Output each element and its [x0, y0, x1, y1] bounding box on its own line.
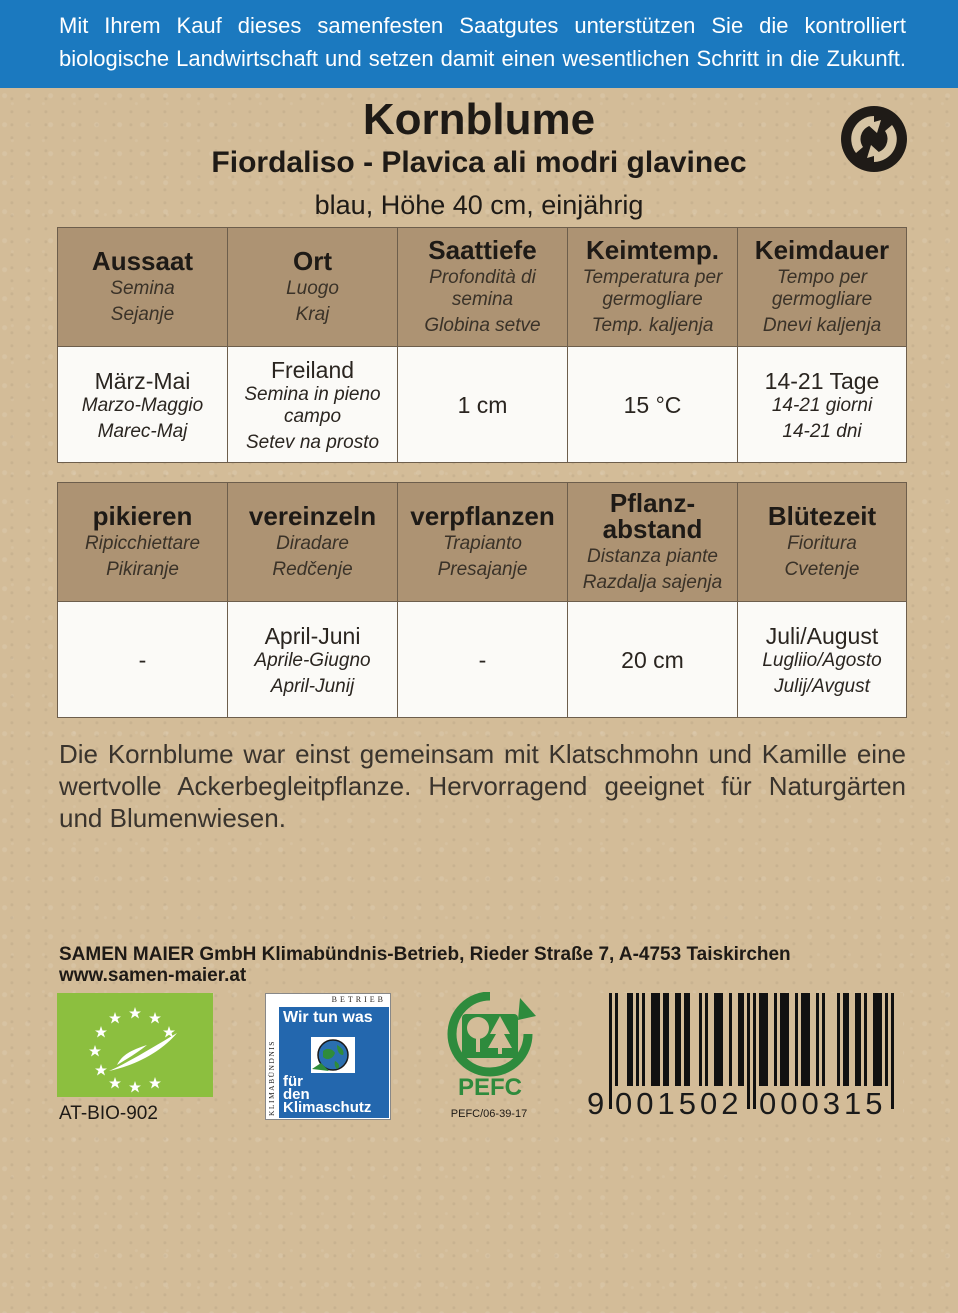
value-label: - [138, 646, 147, 673]
header-label-it: Temperatura per germogliare [582, 267, 723, 310]
header-label-sl: Dnevi kaljenja [762, 315, 882, 336]
eu-organic-leaf-icon [57, 993, 213, 1097]
barcode-bar [657, 993, 660, 1087]
barcode-bar [687, 993, 690, 1087]
barcode-digits [585, 1086, 903, 1122]
value-vereinzeln [228, 602, 398, 718]
product-subtitle: Fiordaliso - Plavica ali modri glavinec [211, 146, 747, 179]
klimabuendnis-topband: BETRIEB [331, 995, 386, 1004]
value-label: 14-21 Tage [764, 367, 880, 394]
barcode-bar [864, 993, 867, 1087]
value-label-sl: Setev na prosto [245, 431, 380, 453]
value-pflanzabstand [568, 602, 738, 718]
barcode-bar [678, 993, 681, 1087]
klimabuendnis-bottom [283, 1075, 371, 1114]
barcode-bar [741, 993, 744, 1087]
value-label: 20 cm [621, 646, 684, 673]
klimabuendnis-panel [279, 1007, 389, 1118]
header-label-it: Profondità di semina [429, 267, 536, 310]
barcode-bar [705, 993, 708, 1087]
header-label-sl: Razdalja sajenja [582, 572, 723, 593]
table-value-row [58, 602, 907, 718]
barcode-bar [738, 993, 741, 1087]
header-label-sl: Pikiranje [106, 559, 179, 580]
klimabuendnis-line2: für [283, 1073, 303, 1090]
pefc-name: PEFC [457, 1074, 523, 1101]
value-keimtemp [568, 347, 738, 463]
value-label-it: 14-21 giorni [771, 394, 873, 416]
header-label: pikieren [92, 501, 193, 531]
company-website: www.samen-maier.at [59, 965, 247, 986]
header-aussaat [58, 228, 228, 347]
barcode-bar [684, 993, 687, 1087]
value-label: Freiland [270, 356, 355, 383]
barcode-bar [675, 993, 678, 1087]
value-label-sl: April-Junij [270, 675, 355, 697]
value-ort [228, 347, 398, 463]
header-vereinzeln [228, 483, 398, 602]
barcode-bar [801, 993, 804, 1087]
header-verpflanzen [398, 483, 568, 602]
header-label-it: Fioritura [787, 533, 857, 554]
barcode-bar [636, 993, 639, 1087]
barcode-bar [873, 993, 876, 1087]
header-bluetezeit [738, 483, 907, 602]
barcode-bar [780, 993, 783, 1087]
value-aussaat [58, 347, 228, 463]
table-header-row [58, 228, 907, 347]
barcode-bar [876, 993, 879, 1087]
barcode-bar [714, 993, 717, 1087]
table-header-row [58, 483, 907, 602]
value-saattiefe [398, 347, 568, 463]
header-label: Pflanz-abstand [602, 488, 703, 544]
header-keimdauer [738, 228, 907, 347]
barcode-first-digit: 9 [587, 1086, 605, 1121]
header-label: Keimdauer [754, 235, 890, 265]
value-label-sl: Julij/Avgust [774, 675, 870, 697]
barcode-bar [642, 993, 645, 1087]
barcode-bar [858, 993, 861, 1087]
barcode-bar [855, 993, 858, 1087]
klimabuendnis-line4: Klimaschutz [283, 1099, 372, 1116]
value-keimdauer [738, 347, 907, 463]
value-label: 15 °C [623, 391, 682, 418]
barcode-bar [846, 993, 849, 1087]
barcode-bar [720, 993, 723, 1087]
value-label-it: Lugliio/Agosto [762, 649, 882, 671]
sowing-table [57, 227, 907, 463]
header-label-sl: Kraj [295, 304, 330, 325]
barcode-bar [837, 993, 840, 1087]
header-label: Keimtemp. [586, 235, 719, 265]
klimabuendnis-side-text: KLIMABÜNDNIS [267, 1040, 276, 1116]
barcode-bar [807, 993, 810, 1087]
value-label: April-Juni [264, 622, 361, 649]
barcode-bar [774, 993, 777, 1087]
header-label-sl: Presajanje [437, 559, 528, 580]
barcode-bar [630, 993, 633, 1087]
barcode-group1: 001502 [615, 1086, 743, 1121]
green-dot-recycle-icon [841, 106, 907, 172]
klimabuendnis-line3: den [283, 1086, 310, 1103]
header-label-sl: Globina setve [424, 315, 541, 336]
header-label-it: Diradare [276, 533, 349, 554]
barcode-bar [816, 993, 819, 1087]
value-verpflanzen [398, 602, 568, 718]
barcode-bar [663, 993, 666, 1087]
header-label-it: Trapianto [443, 533, 522, 554]
value-label-it: Semina in pieno campo [244, 383, 381, 427]
header-label-it: Semina [110, 278, 175, 299]
product-description: Die Kornblume war einst gemeinsam mit Klatschmohn und Kamille eine wertvolle Ackerbegleitpflanze. Hervorragend geeignet für Naturgärten und Blumenwiesen. [59, 739, 906, 833]
header-pikieren [58, 483, 228, 602]
barcode-bar [759, 993, 762, 1087]
barcode-bar [762, 993, 765, 1087]
header-label-it: Tempo per germogliare [771, 267, 873, 310]
header-label: vereinzeln [248, 501, 377, 531]
value-label: - [478, 646, 487, 673]
klimabuendnis-line1: Wir tun was [283, 1009, 373, 1026]
value-label-it: Marzo-Maggio [81, 394, 204, 416]
barcode-bar [654, 993, 657, 1087]
header-label-it: Ripicchiettare [84, 533, 201, 554]
header-keimtemp [568, 228, 738, 347]
klimabuendnis-side-label [267, 1008, 277, 1118]
product-details: blau, Höhe 40 cm, einjährig [314, 190, 644, 220]
value-label: Juli/August [765, 622, 879, 649]
klimabuendnis-logo [265, 993, 391, 1120]
product-title: Kornblume [362, 95, 596, 144]
header-label: Aussaat [91, 246, 194, 276]
barcode-group2: 000315 [759, 1086, 887, 1121]
barcode-bar [795, 993, 798, 1087]
barcode-bar [699, 993, 702, 1087]
header-label-sl: Sejanje [110, 304, 175, 325]
banner [0, 0, 958, 88]
header-label: Saattiefe [428, 235, 537, 265]
value-label-sl: 14-21 dni [782, 420, 862, 442]
barcode-bar [729, 993, 732, 1087]
bio-certification-code: AT-BIO-902 [59, 1103, 158, 1124]
header-label-sl: Cvetenje [784, 559, 860, 580]
barcode-bar [783, 993, 786, 1087]
banner-text: Mit Ihrem Kauf dieses samenfesten Saatgutes unterstützen Sie die kontrolliert biologische Landwirtschaft und setzen damit einen wesentlichen Schritt in die Zukunft. [59, 13, 906, 71]
barcode-bar [717, 993, 720, 1087]
barcode-bar [843, 993, 846, 1087]
header-ort [228, 228, 398, 347]
header-label-sl: Redčenje [272, 559, 353, 580]
header-label: Blütezeit [767, 501, 877, 531]
header-label-sl: Temp. kaljenja [591, 315, 714, 336]
barcode-bar [651, 993, 654, 1087]
header-saattiefe [398, 228, 568, 347]
barcode-bar [804, 993, 807, 1087]
pefc-tree-icon [440, 992, 540, 1122]
table-value-row [58, 347, 907, 463]
value-label: 1 cm [457, 391, 508, 418]
barcode-bar [822, 993, 825, 1087]
barcode-bar [879, 993, 882, 1087]
barcode-bar [765, 993, 768, 1087]
header-pflanzabstand [568, 483, 738, 602]
value-label: März-Mai [94, 367, 191, 394]
pefc-code: PEFC/06-39-17 [450, 1108, 528, 1120]
care-table [57, 482, 907, 718]
header-label: verpflanzen [410, 501, 555, 531]
globe-icon [309, 1033, 357, 1077]
barcode-bar [786, 993, 789, 1087]
value-bluetezeit [738, 602, 907, 718]
value-label-it: Aprile-Giugno [254, 649, 371, 671]
barcode-bar [627, 993, 630, 1087]
barcode-bar [666, 993, 669, 1087]
header-label-it: Distanza piante [587, 546, 718, 567]
header-label-it: Luogo [286, 278, 339, 299]
value-pikieren [58, 602, 228, 718]
value-label-sl: Marec-Maj [97, 420, 188, 442]
company-address: SAMEN MAIER GmbH Klimabündnis-Betrieb, Rieder Straße 7, A-4753 Taiskirchen [59, 944, 791, 965]
header-label: Ort [293, 246, 332, 276]
